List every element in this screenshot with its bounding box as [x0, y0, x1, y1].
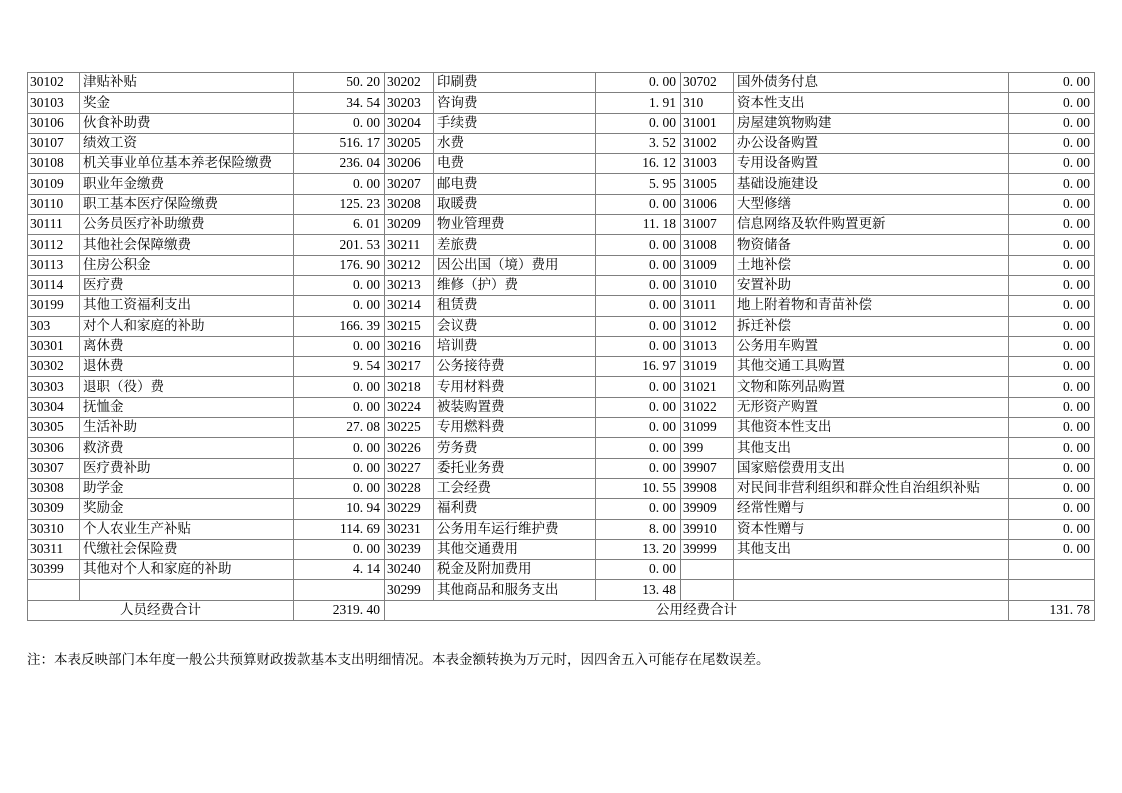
code-cell: 30217	[385, 357, 434, 377]
item-name-cell: 离休费	[80, 336, 294, 356]
item-name-cell: 生活补助	[80, 418, 294, 438]
code-cell: 31003	[681, 154, 734, 174]
table-row	[28, 458, 1095, 478]
code-cell: 30113	[28, 255, 80, 275]
code-cell: 31007	[681, 215, 734, 235]
code-cell: 30112	[28, 235, 80, 255]
code-cell: 30110	[28, 194, 80, 214]
totals-row	[28, 600, 1095, 620]
item-name-cell: 公务用车运行维护费	[434, 519, 596, 539]
table-row	[28, 377, 1095, 397]
amount-cell: 0. 00	[1009, 93, 1095, 113]
code-cell: 30199	[28, 296, 80, 316]
amount-cell: 0. 00	[596, 113, 681, 133]
code-cell: 30102	[28, 73, 80, 93]
table-row	[28, 113, 1095, 133]
item-name-cell: 个人农业生产补贴	[80, 519, 294, 539]
code-cell: 31019	[681, 357, 734, 377]
table-row	[28, 275, 1095, 295]
amount-cell: 13. 20	[596, 539, 681, 559]
code-cell: 399	[681, 438, 734, 458]
code-cell: 31021	[681, 377, 734, 397]
amount-cell: 0. 00	[1009, 255, 1095, 275]
amount-cell: 0. 00	[1009, 478, 1095, 498]
code-cell	[681, 580, 734, 600]
item-name-cell: 其他资本性支出	[734, 418, 1009, 438]
item-name-cell: 大型修缮	[734, 194, 1009, 214]
amount-cell: 0. 00	[1009, 458, 1095, 478]
code-cell	[681, 560, 734, 580]
amount-cell: 0. 00	[596, 275, 681, 295]
basic-expenditure-detail-table	[27, 72, 1095, 621]
amount-cell: 0. 00	[294, 397, 385, 417]
item-name-cell: 退休费	[80, 357, 294, 377]
code-cell: 30215	[385, 316, 434, 336]
code-cell: 39910	[681, 519, 734, 539]
item-name-cell: 地上附着物和青苗补偿	[734, 296, 1009, 316]
amount-cell: 16. 12	[596, 154, 681, 174]
table-row	[28, 174, 1095, 194]
amount-cell: 0. 00	[1009, 499, 1095, 519]
amount-cell: 0. 00	[294, 438, 385, 458]
amount-cell: 4. 14	[294, 560, 385, 580]
amount-cell	[294, 580, 385, 600]
code-cell: 30114	[28, 275, 80, 295]
item-name-cell: 专用材料费	[434, 377, 596, 397]
code-cell: 30208	[385, 194, 434, 214]
item-name-cell: 其他工资福利支出	[80, 296, 294, 316]
item-name-cell: 税金及附加费用	[434, 560, 596, 580]
item-name-cell: 手续费	[434, 113, 596, 133]
item-name-cell	[734, 580, 1009, 600]
amount-cell: 0. 00	[1009, 275, 1095, 295]
amount-cell: 0. 00	[596, 194, 681, 214]
amount-cell: 5. 95	[596, 174, 681, 194]
item-name-cell: 邮电费	[434, 174, 596, 194]
item-name-cell: 其他社会保障缴费	[80, 235, 294, 255]
item-name-cell: 文物和陈列品购置	[734, 377, 1009, 397]
code-cell: 30301	[28, 336, 80, 356]
amount-cell: 0. 00	[1009, 357, 1095, 377]
item-name-cell: 公务用车购置	[734, 336, 1009, 356]
amount-cell: 11. 18	[596, 215, 681, 235]
amount-cell: 0. 00	[596, 499, 681, 519]
amount-cell	[1009, 560, 1095, 580]
amount-cell: 0. 00	[596, 438, 681, 458]
code-cell: 30307	[28, 458, 80, 478]
amount-cell: 176. 90	[294, 255, 385, 275]
amount-cell: 201. 53	[294, 235, 385, 255]
item-name-cell: 专用燃料费	[434, 418, 596, 438]
item-name-cell: 信息网络及软件购置更新	[734, 215, 1009, 235]
item-name-cell: 津贴补贴	[80, 73, 294, 93]
item-name-cell: 资本性支出	[734, 93, 1009, 113]
item-name-cell: 办公设备购置	[734, 133, 1009, 153]
item-name-cell: 被装购置费	[434, 397, 596, 417]
code-cell: 30231	[385, 519, 434, 539]
amount-cell: 0. 00	[1009, 336, 1095, 356]
item-name-cell: 对个人和家庭的补助	[80, 316, 294, 336]
item-name-cell: 住房公积金	[80, 255, 294, 275]
amount-cell	[1009, 580, 1095, 600]
amount-cell: 0. 00	[596, 255, 681, 275]
code-cell: 39909	[681, 499, 734, 519]
item-name-cell: 绩效工资	[80, 133, 294, 153]
code-cell: 30310	[28, 519, 80, 539]
item-name-cell: 职业年金缴费	[80, 174, 294, 194]
item-name-cell: 福利费	[434, 499, 596, 519]
code-cell: 31002	[681, 133, 734, 153]
amount-cell: 0. 00	[596, 458, 681, 478]
amount-cell: 0. 00	[1009, 316, 1095, 336]
amount-cell: 0. 00	[1009, 174, 1095, 194]
item-name-cell: 物业管理费	[434, 215, 596, 235]
code-cell: 30203	[385, 93, 434, 113]
code-cell: 30214	[385, 296, 434, 316]
code-cell: 30212	[385, 255, 434, 275]
code-cell: 30229	[385, 499, 434, 519]
code-cell: 30209	[385, 215, 434, 235]
amount-cell: 1. 91	[596, 93, 681, 113]
amount-cell: 0. 00	[294, 336, 385, 356]
table-row	[28, 235, 1095, 255]
item-name-cell: 工会经费	[434, 478, 596, 498]
item-name-cell: 基础设施建设	[734, 174, 1009, 194]
code-cell: 31009	[681, 255, 734, 275]
item-name-cell: 救济费	[80, 438, 294, 458]
item-name-cell: 退职（役）费	[80, 377, 294, 397]
table-row	[28, 194, 1095, 214]
code-cell: 30303	[28, 377, 80, 397]
table-row	[28, 499, 1095, 519]
item-name-cell: 培训费	[434, 336, 596, 356]
amount-cell: 0. 00	[1009, 377, 1095, 397]
item-name-cell: 会议费	[434, 316, 596, 336]
amount-cell: 114. 69	[294, 519, 385, 539]
code-cell: 31013	[681, 336, 734, 356]
table-row	[28, 438, 1095, 458]
table-row	[28, 519, 1095, 539]
code-cell: 30311	[28, 539, 80, 559]
code-cell: 30107	[28, 133, 80, 153]
amount-cell: 0. 00	[596, 560, 681, 580]
code-cell: 30226	[385, 438, 434, 458]
item-name-cell: 无形资产购置	[734, 397, 1009, 417]
code-cell: 30218	[385, 377, 434, 397]
item-name-cell: 差旅费	[434, 235, 596, 255]
item-name-cell: 电费	[434, 154, 596, 174]
code-cell: 30213	[385, 275, 434, 295]
code-cell: 30227	[385, 458, 434, 478]
amount-cell: 0. 00	[294, 296, 385, 316]
amount-cell: 0. 00	[1009, 133, 1095, 153]
table-body	[28, 73, 1095, 601]
code-cell: 31010	[681, 275, 734, 295]
amount-cell: 0. 00	[596, 235, 681, 255]
table-row	[28, 336, 1095, 356]
item-name-cell: 医疗费	[80, 275, 294, 295]
amount-cell: 0. 00	[1009, 113, 1095, 133]
code-cell: 30202	[385, 73, 434, 93]
code-cell: 303	[28, 316, 80, 336]
item-name-cell: 其他商品和服务支出	[434, 580, 596, 600]
item-name-cell: 其他对个人和家庭的补助	[80, 560, 294, 580]
code-cell: 30239	[385, 539, 434, 559]
amount-cell: 0. 00	[596, 336, 681, 356]
item-name-cell: 拆迁补偿	[734, 316, 1009, 336]
table-row	[28, 357, 1095, 377]
item-name-cell: 其他交通费用	[434, 539, 596, 559]
public-total-value: 131. 78	[1009, 600, 1095, 620]
code-cell: 30108	[28, 154, 80, 174]
code-cell: 30228	[385, 478, 434, 498]
item-name-cell: 奖金	[80, 93, 294, 113]
amount-cell: 0. 00	[1009, 438, 1095, 458]
table-row	[28, 580, 1095, 600]
amount-cell: 0. 00	[596, 397, 681, 417]
personnel-total-value: 2319. 40	[294, 600, 385, 620]
code-cell	[28, 580, 80, 600]
item-name-cell: 公务员医疗补助缴费	[80, 215, 294, 235]
code-cell: 39999	[681, 539, 734, 559]
item-name-cell	[734, 560, 1009, 580]
code-cell: 31008	[681, 235, 734, 255]
item-name-cell: 维修（护）费	[434, 275, 596, 295]
amount-cell: 8. 00	[596, 519, 681, 539]
item-name-cell: 医疗费补助	[80, 458, 294, 478]
code-cell: 31005	[681, 174, 734, 194]
amount-cell: 9. 54	[294, 357, 385, 377]
item-name-cell: 奖励金	[80, 499, 294, 519]
table-row	[28, 215, 1095, 235]
item-name-cell: 劳务费	[434, 438, 596, 458]
item-name-cell: 经常性赠与	[734, 499, 1009, 519]
amount-cell: 0. 00	[294, 377, 385, 397]
item-name-cell: 抚恤金	[80, 397, 294, 417]
code-cell: 39908	[681, 478, 734, 498]
item-name-cell: 对民间非营利组织和群众性自治组织补贴	[734, 478, 1009, 498]
amount-cell: 0. 00	[1009, 73, 1095, 93]
item-name-cell: 其他支出	[734, 438, 1009, 458]
item-name-cell: 其他支出	[734, 539, 1009, 559]
amount-cell: 0. 00	[294, 539, 385, 559]
code-cell: 30109	[28, 174, 80, 194]
code-cell: 30206	[385, 154, 434, 174]
amount-cell: 0. 00	[596, 316, 681, 336]
amount-cell: 50. 20	[294, 73, 385, 93]
code-cell: 30305	[28, 418, 80, 438]
code-cell: 31022	[681, 397, 734, 417]
table-row	[28, 316, 1095, 336]
amount-cell: 516. 17	[294, 133, 385, 153]
code-cell: 31006	[681, 194, 734, 214]
code-cell: 30211	[385, 235, 434, 255]
code-cell: 31011	[681, 296, 734, 316]
amount-cell: 10. 94	[294, 499, 385, 519]
table-totals	[28, 600, 1095, 620]
public-total-label: 公用经费合计	[385, 600, 1009, 620]
item-name-cell: 因公出国（境）费用	[434, 255, 596, 275]
item-name-cell: 安置补助	[734, 275, 1009, 295]
item-name-cell: 租赁费	[434, 296, 596, 316]
amount-cell: 0. 00	[1009, 539, 1095, 559]
item-name-cell: 机关事业单位基本养老保险缴费	[80, 154, 294, 174]
table-row	[28, 418, 1095, 438]
item-name-cell: 专用设备购置	[734, 154, 1009, 174]
item-name-cell: 国外债务付息	[734, 73, 1009, 93]
item-name-cell: 物资储备	[734, 235, 1009, 255]
amount-cell: 0. 00	[294, 113, 385, 133]
code-cell: 30225	[385, 418, 434, 438]
amount-cell: 0. 00	[596, 418, 681, 438]
code-cell: 30205	[385, 133, 434, 153]
amount-cell: 166. 39	[294, 316, 385, 336]
item-name-cell: 国家赔偿费用支出	[734, 458, 1009, 478]
table-row	[28, 296, 1095, 316]
table-row	[28, 539, 1095, 559]
item-name-cell: 资本性赠与	[734, 519, 1009, 539]
table-row	[28, 73, 1095, 93]
code-cell: 31012	[681, 316, 734, 336]
table-row	[28, 133, 1095, 153]
item-name-cell: 印刷费	[434, 73, 596, 93]
code-cell: 30106	[28, 113, 80, 133]
table-row	[28, 560, 1095, 580]
item-name-cell: 助学金	[80, 478, 294, 498]
code-cell: 30111	[28, 215, 80, 235]
item-name-cell: 伙食补助费	[80, 113, 294, 133]
amount-cell: 6. 01	[294, 215, 385, 235]
amount-cell: 0. 00	[1009, 519, 1095, 539]
amount-cell: 0. 00	[596, 377, 681, 397]
table-row	[28, 255, 1095, 275]
footnote: 注：本表反映部门本年度一般公共预算财政拨款基本支出明细情况。本表金额转换为万元时，因四舍五入可能存在尾数误差。	[27, 652, 770, 667]
amount-cell: 0. 00	[294, 275, 385, 295]
code-cell: 30299	[385, 580, 434, 600]
item-name-cell: 公务接待费	[434, 357, 596, 377]
amount-cell: 236. 04	[294, 154, 385, 174]
code-cell: 31001	[681, 113, 734, 133]
amount-cell: 34. 54	[294, 93, 385, 113]
code-cell: 30399	[28, 560, 80, 580]
amount-cell: 0. 00	[294, 478, 385, 498]
amount-cell: 10. 55	[596, 478, 681, 498]
table-row	[28, 154, 1095, 174]
code-cell: 39907	[681, 458, 734, 478]
item-name-cell: 土地补偿	[734, 255, 1009, 275]
amount-cell: 0. 00	[294, 174, 385, 194]
code-cell: 30304	[28, 397, 80, 417]
code-cell: 30224	[385, 397, 434, 417]
item-name-cell: 委托业务费	[434, 458, 596, 478]
amount-cell: 0. 00	[1009, 194, 1095, 214]
code-cell: 30302	[28, 357, 80, 377]
amount-cell: 0. 00	[294, 458, 385, 478]
amount-cell: 0. 00	[1009, 215, 1095, 235]
code-cell: 30306	[28, 438, 80, 458]
item-name-cell: 其他交通工具购置	[734, 357, 1009, 377]
item-name-cell: 职工基本医疗保险缴费	[80, 194, 294, 214]
code-cell: 30308	[28, 478, 80, 498]
amount-cell: 0. 00	[1009, 296, 1095, 316]
code-cell: 30216	[385, 336, 434, 356]
amount-cell: 27. 08	[294, 418, 385, 438]
amount-cell: 3. 52	[596, 133, 681, 153]
amount-cell: 0. 00	[1009, 418, 1095, 438]
amount-cell: 0. 00	[596, 73, 681, 93]
amount-cell: 125. 23	[294, 194, 385, 214]
item-name-cell: 水费	[434, 133, 596, 153]
amount-cell: 0. 00	[1009, 397, 1095, 417]
amount-cell: 0. 00	[1009, 235, 1095, 255]
item-name-cell: 代缴社会保险费	[80, 539, 294, 559]
item-name-cell	[80, 580, 294, 600]
code-cell: 30103	[28, 93, 80, 113]
amount-cell: 0. 00	[596, 296, 681, 316]
personnel-total-label: 人员经费合计	[28, 600, 294, 620]
code-cell: 310	[681, 93, 734, 113]
code-cell: 30207	[385, 174, 434, 194]
item-name-cell: 取暖费	[434, 194, 596, 214]
code-cell: 30702	[681, 73, 734, 93]
item-name-cell: 房屋建筑物购建	[734, 113, 1009, 133]
table-row	[28, 478, 1095, 498]
amount-cell: 0. 00	[1009, 154, 1095, 174]
table-row	[28, 93, 1095, 113]
table-row	[28, 397, 1095, 417]
code-cell: 31099	[681, 418, 734, 438]
code-cell: 30240	[385, 560, 434, 580]
amount-cell: 13. 48	[596, 580, 681, 600]
code-cell: 30309	[28, 499, 80, 519]
item-name-cell: 咨询费	[434, 93, 596, 113]
amount-cell: 16. 97	[596, 357, 681, 377]
code-cell: 30204	[385, 113, 434, 133]
